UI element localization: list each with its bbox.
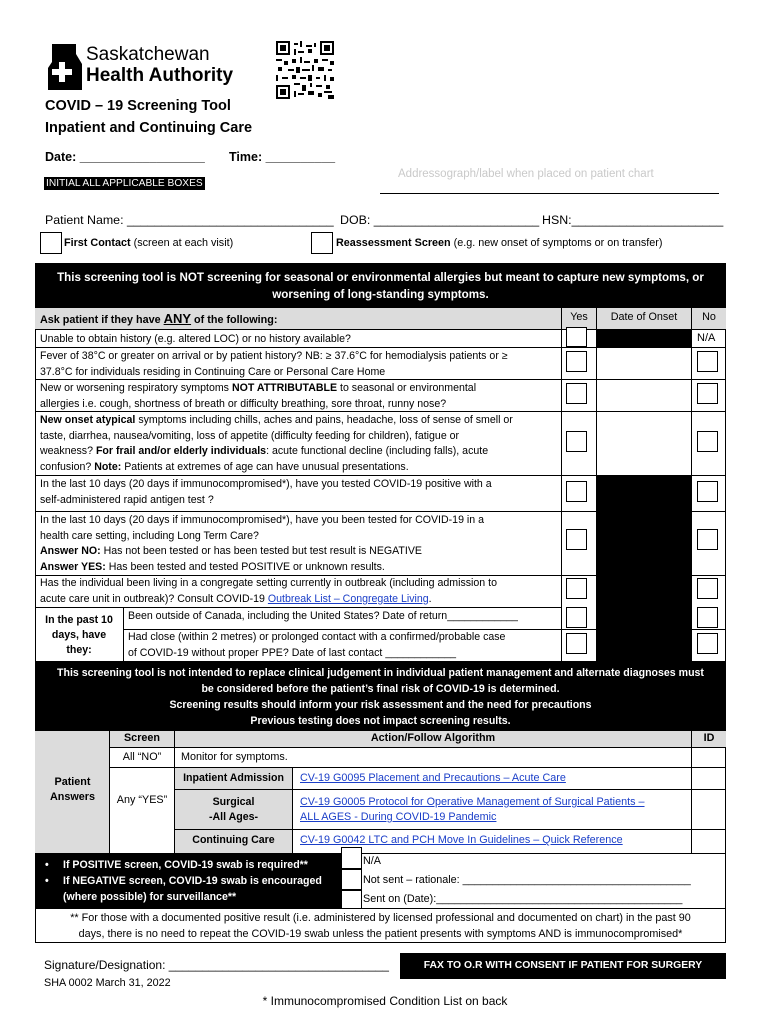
col-header-action: Action/Follow Algorithm (175, 731, 691, 748)
patient-name-field[interactable]: Patient Name: ______________________________ (45, 213, 334, 227)
q4-yes-checkbox[interactable] (566, 431, 587, 452)
q4-line4 (40, 460, 555, 476)
col-header-id: ID (691, 731, 726, 748)
col-header-no: No (691, 308, 726, 330)
q6-l3a: Answer NO: (40, 545, 101, 558)
id-cell-1 (691, 748, 726, 768)
q4-line3 (40, 444, 555, 460)
monitor-cell: Monitor for symptoms. (175, 748, 691, 768)
q6-line4 (40, 560, 555, 576)
banner1-line2: worsening of long-standing symptoms. (272, 288, 489, 301)
q4-bold: New onset atypical (40, 414, 136, 426)
q1-yes-checkbox[interactable] (566, 327, 587, 347)
q5-line2: self-administered rapid antigen test ? (40, 493, 214, 506)
q4-l3a: weakness? (40, 445, 96, 458)
q6-line2: health care setting, including Long Term Care? (40, 529, 259, 542)
onset-blocked-q7 (596, 575, 691, 661)
q6-l3b: Has not been tested or has been tested but test result is NEGATIVE (100, 545, 422, 558)
form-title-line1: COVID – 19 Screening Tool (45, 98, 231, 114)
banner-clinical-judgement (35, 661, 726, 731)
question-2 (40, 349, 562, 380)
q3-post: to seasonal or environmental (337, 382, 477, 394)
q6-l4b: Has been tested and tested POSITIVE or unknown results. (105, 560, 385, 573)
q6-no-checkbox[interactable] (697, 529, 718, 550)
q7-line1: Has the individual been living in a congregate setting currently in outbreak (including admission to (40, 577, 497, 589)
q5-line1: In the last 10 days (20 days if immunocompromised*), have you tested COVID-19 positive with a (40, 478, 492, 490)
question-6 (40, 513, 555, 575)
swab-positive (45, 857, 341, 873)
swab-negative (45, 873, 341, 889)
q3-no-checkbox[interactable] (697, 383, 718, 404)
q2-line2: 37.8°C for individuals residing in Continuing Care or Personal Care Home (40, 365, 386, 378)
q4-line2: taste, diarrhea, nausea/vomiting, loss of appetite (difficulty feeding for children), fatigue or (40, 429, 460, 442)
q6-line1: In the last 10 days (20 days if immunocompromised*), have you been tested for COVID-19 in a (40, 514, 484, 526)
swab-options-divider-top (35, 853, 726, 854)
ask-any: ANY (163, 311, 192, 326)
q7-no-checkbox[interactable] (697, 578, 718, 599)
q4-l4a: confusion? (40, 460, 95, 473)
banner-not-allergies (35, 263, 726, 308)
past-10-days-label: In the past 10 days, have they: (45, 614, 113, 656)
fax-notice: FAX TO O.R WITH CONSENT IF PATIENT FOR SURGERY (400, 953, 726, 979)
surgical-link-line1 (300, 795, 691, 810)
q2-no-checkbox[interactable] (697, 351, 718, 372)
id-cell-3 (691, 790, 726, 830)
reassessment-rest: (e.g. new onset of symptoms or on transfer) (450, 237, 663, 249)
first-contact-rest: (screen at each visit) (130, 237, 234, 249)
form-title (45, 95, 252, 139)
q1-na: N/A (697, 332, 716, 344)
banner2-line4: Previous testing does not impact screening results. (250, 715, 511, 727)
sha-logo-icon (44, 42, 84, 92)
banner2-line3: Screening results should inform your risk assessment and the need for precautions (169, 699, 592, 711)
q3-line1 (40, 381, 555, 397)
q6-yes-checkbox[interactable] (566, 529, 587, 550)
q9-line1: Had close (within 2 metres) or prolonged contact with a confirmed/probable case (128, 631, 506, 643)
qr-code-icon (276, 41, 334, 99)
swab-options-divider-bottom (35, 908, 726, 909)
onset-blocked-q6 (596, 511, 691, 575)
swab-sent-on-field[interactable]: Sent on (Date):_________________________________________ (363, 893, 683, 905)
q7-l2: acute care unit in outbreak)? Consult COVID-19 (40, 592, 268, 605)
question-4 (40, 413, 555, 475)
q4-l3c: : acute functional decline (including falls), acute (266, 445, 489, 458)
swab-not-sent-field[interactable]: Not sent – rationale: ______________________________________ (363, 874, 691, 886)
q4-l4c: Patients at extremes of age can have unusual presentations. (121, 460, 409, 473)
q4-l3b: For frail and/or elderly individuals (95, 445, 267, 458)
col-header-onset: Date of Onset (596, 308, 691, 330)
id-cell-4 (691, 830, 726, 853)
footnote (35, 910, 726, 942)
question-8: Been outside of Canada, including the United States? Date of return____________ (128, 610, 518, 622)
q5-yes-checkbox[interactable] (566, 481, 587, 502)
all-no-cell: All “NO” (110, 748, 175, 768)
q7-end: . (428, 592, 432, 605)
reassessment-label (336, 237, 662, 249)
surgical-link-line2 (300, 810, 691, 825)
q3-line2: allergies i.e. cough, shortness of breath or difficulty breathing, sore throat, runny nose? (40, 397, 447, 410)
sha-logo (44, 42, 234, 92)
form-title-line2: Inpatient and Continuing Care (45, 120, 253, 136)
any-yes-cell: Any “YES” (110, 768, 175, 853)
q5-no-checkbox[interactable] (697, 481, 718, 502)
qr-code (276, 41, 334, 99)
continuing-cell: Continuing Care (175, 830, 293, 853)
onset-blocked-q5 (596, 475, 691, 511)
q6-l4a: Answer YES: (40, 560, 106, 573)
banner2-line2: be considered before the patient’s final risk of COVID-19 is determined. (201, 683, 560, 695)
dob-field[interactable]: DOB: ________________________ (340, 213, 540, 227)
reassessment-bold: Reassessment Screen (336, 237, 451, 249)
question-3 (40, 381, 555, 412)
swab-na-checkbox[interactable] (341, 847, 362, 869)
q9-no-checkbox[interactable] (697, 633, 718, 654)
surgical-protocol-link[interactable]: CV-19 G0005 Protocol for Operative Management of Surgical Patients – (300, 796, 645, 808)
form-code: SHA 0002 March 31, 2022 (44, 977, 171, 989)
q3-yes-checkbox[interactable] (566, 383, 587, 404)
swab-instructions (35, 853, 341, 908)
q7-line2 (40, 592, 555, 608)
q8-no-checkbox[interactable] (697, 607, 718, 628)
question-7 (40, 576, 555, 607)
hsn-field[interactable]: HSN:______________________ (542, 213, 724, 227)
q3-bold: NOT ATTRIBUTABLE (231, 382, 338, 394)
inpatient-link-cell (293, 768, 691, 790)
acute-care-link[interactable]: CV-19 G0095 Placement and Precautions – Acute Care (300, 772, 566, 784)
surgical-line1: Surgical (212, 796, 255, 808)
swab-sent-on-checkbox[interactable] (341, 890, 362, 909)
col-line-past10 (123, 607, 124, 661)
ltc-pch-link[interactable]: CV-19 G0042 LTC and PCH Move In Guidelines – Quick Reference (300, 834, 623, 846)
q4-l1: symptoms including chills, aches and pains, headache, loss of sense of smell or (135, 414, 513, 426)
org-name-line1: Saskatchewan (86, 44, 210, 65)
q9-line2: of COVID-19 without proper PPE? Date of last contact ____________ (128, 646, 457, 659)
date-field[interactable]: Date: __________________ (45, 150, 205, 164)
immuno-note: * Immunocompromised Condition List on back (262, 994, 508, 1008)
row-line-6 (35, 511, 725, 512)
swab-not-sent-checkbox[interactable] (341, 869, 362, 890)
first-contact-checkbox[interactable] (40, 232, 62, 254)
swab-negative-line2: (where possible) for surveillance** (63, 891, 237, 903)
surgical-protocol-link-2[interactable]: ALL AGES - During COVID-19 Pandemic (300, 811, 497, 823)
patient-answers-label: Patient Answers (49, 776, 95, 803)
ask-pre: Ask patient if they have (40, 314, 164, 326)
addressograph-label: Addressograph/label when placed on patient chart (398, 168, 654, 180)
time-field[interactable]: Time: __________ (229, 150, 336, 164)
q4-line1 (40, 413, 555, 429)
swab-positive-text: If POSITIVE screen, COVID-19 swab is required** (63, 859, 308, 871)
col-header-yes: Yes (561, 308, 596, 330)
first-contact-bold: First Contact (64, 237, 131, 249)
footnote-line2: days, there is no need to repeat the COVID-19 swab unless the patient presents with symptoms AND is immunocompromised* (78, 928, 683, 940)
question-5 (40, 477, 555, 508)
question-9 (128, 630, 505, 661)
bullet-icon: • (45, 875, 49, 887)
org-name-line2: Health Authority (86, 65, 234, 86)
q9-yes-checkbox[interactable] (566, 633, 587, 654)
inpatient-cell: Inpatient Admission (175, 768, 293, 790)
q2-yes-checkbox[interactable] (566, 351, 587, 372)
q4-no-checkbox[interactable] (697, 431, 718, 452)
table-header-ask (35, 308, 561, 330)
q8-yes-checkbox[interactable] (566, 607, 587, 628)
outbreak-list-link[interactable]: Outbreak List – Congregate Living (267, 592, 429, 605)
reassessment-checkbox[interactable] (311, 232, 333, 254)
q6-line3 (40, 544, 555, 560)
first-contact-label (64, 237, 233, 249)
question-1: Unable to obtain history (e.g. altered LOC) or no history available? (40, 333, 351, 345)
id-cell-2 (691, 768, 726, 790)
surgical-cell (175, 790, 293, 830)
col-header-screen: Screen (110, 731, 175, 748)
ask-post: of the following: (191, 314, 278, 326)
surgical-line2: -All Ages- (208, 811, 259, 823)
banner1-line1: This screening tool is NOT screening for seasonal or environmental allergies but meant to capture new symptoms, or (57, 271, 704, 284)
bullet-icon: • (45, 859, 49, 871)
q2-line1: Fever of 38°C or greater on arrival or by patient history? NB: ≥ 37.6°C for hemodialysis patients or ≥ (40, 350, 508, 362)
initial-boxes-label: INITIAL ALL APPLICABLE BOXES (46, 178, 203, 189)
addressograph-line (380, 193, 719, 194)
onset-blocked-q1 (596, 330, 691, 347)
swab-na-label: N/A (363, 855, 381, 867)
q3-pre: New or worsening respiratory symptoms (40, 382, 232, 394)
q7-yes-checkbox[interactable] (566, 578, 587, 599)
banner2-line1: This screening tool is not intended to replace clinical judgement in individual patient management and alternate diagnoses must (57, 667, 704, 679)
surgical-link-cell (293, 790, 691, 830)
swab-negative-text: If NEGATIVE screen, COVID-19 swab is encouraged (63, 875, 322, 887)
footnote-line1: ** For those with a documented positive result (i.e. administered by licensed professional and documented on chart) in the past 90 (70, 912, 691, 924)
q4-l4b: Note: (94, 460, 122, 473)
signature-field[interactable]: Signature/Designation: _________________________________ (44, 958, 389, 972)
